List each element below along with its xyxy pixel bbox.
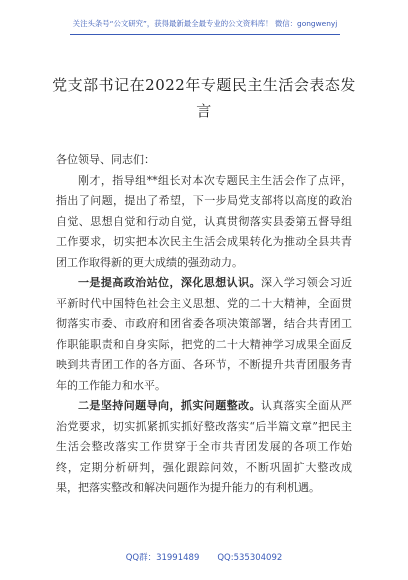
paragraph-point-1 [56, 273, 352, 396]
document-title: 党支部书记在2022年专题民主生活会表态发言 [52, 76, 356, 120]
qq-number: QQ:535304092 [217, 553, 283, 563]
point-1-heading: 一是提高政治站位，深化思想认识。 [78, 276, 261, 289]
paragraph-point-2 [56, 396, 352, 499]
point-2-heading: 二是坚持问题导向，抓实问题整改。 [78, 399, 261, 412]
point-2-text: 认真落实全面从严治党要求，切实抓紧抓实抓好整改落实“后半篇文章”把民主生活会整改落实工作贯穿于全市共青团发展的各项工作始终，定期分析研判，强化跟踪问效，不断巩固扩大整改成果，把落实整改和解决问题作为提升能力的有利机遇。 [56, 399, 353, 494]
greeting: 各位领导、同志们： [56, 153, 155, 166]
promo-banner: 关注头条号“公文研究”，获得最新最全最专业的公文资料库！ 微信：gongwenyj [70, 14, 340, 35]
qq-group: QQ群：31991489 [125, 553, 200, 563]
point-1-text: 深入学习领会习近平新时代中国特色社会主义思想、党的二十大精神，全面贯彻落实市委、市政府和团省委各项决策部署，结合共青团工作职能职责和自身实际，把党的二十大精神学习成果全面反映到共青团工作的各方面、各环节，不断提升共青团服务青年的工作能力和水平。 [56, 276, 353, 392]
document-body [56, 150, 352, 499]
paragraph-intro: 刚才，指导组**组长对本次专题民主生活会作了点评，指出了问题，提出了希望，下一步局党支部将以高度的政治自觉、思想自觉和行动自觉，认真贯彻落实县委第五督导组工作要求，切实把本次民主生活会成果转化为推动全县共青团工作取得新的更大成绩的强劲动力。 [56, 173, 352, 269]
contact-footer [0, 548, 408, 568]
